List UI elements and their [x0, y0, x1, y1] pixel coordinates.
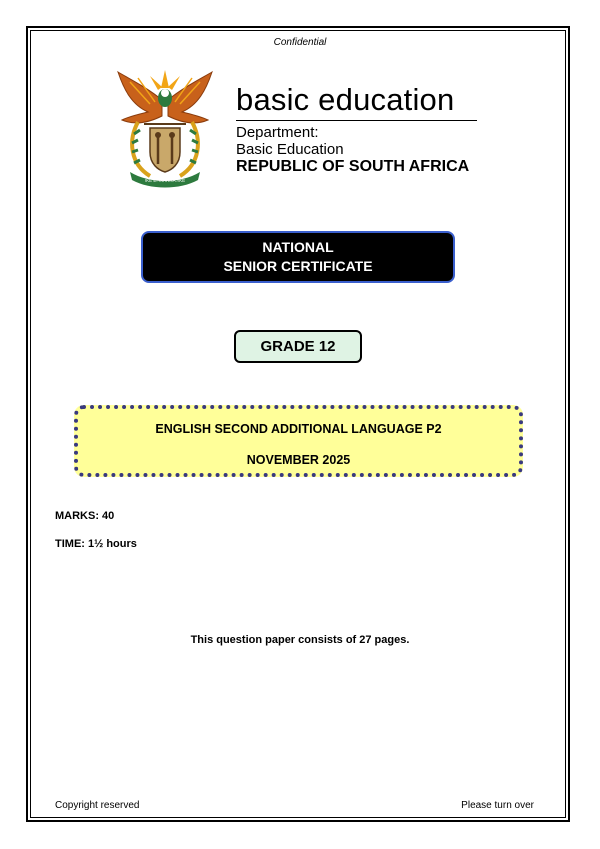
pages-note: This question paper consists of 27 pages. — [190, 634, 410, 646]
dept-line-department: Department: — [236, 124, 319, 141]
marks-info: MARKS: 40 — [55, 510, 115, 522]
dept-title-rule — [236, 120, 477, 121]
footer-copyright: Copyright reserved — [55, 800, 140, 811]
coat-of-arms-motto: !KE E: /XARRA //KE — [144, 178, 186, 183]
dept-title: basic education — [236, 82, 455, 117]
subject-banner — [74, 405, 523, 477]
certificate-line-2: SENIOR CERTIFICATE — [223, 258, 373, 274]
dept-line-republic: REPUBLIC OF SOUTH AFRICA — [236, 158, 470, 175]
confidential-label: Confidential — [273, 37, 327, 48]
certificate-line-1: NATIONAL — [262, 239, 334, 255]
coat-of-arms-logo — [110, 60, 220, 190]
footer-turn-over: Please turn over — [461, 800, 534, 811]
grade-badge: GRADE 12 — [234, 330, 362, 363]
certificate-banner — [141, 231, 455, 283]
time-info: TIME: 1½ hours — [55, 538, 137, 550]
dept-line-basic-education: Basic Education — [236, 141, 344, 158]
subject-session: NOVEMBER 2025 — [246, 453, 351, 467]
subject-name: ENGLISH SECOND ADDITIONAL LANGUAGE P2 — [155, 422, 442, 436]
